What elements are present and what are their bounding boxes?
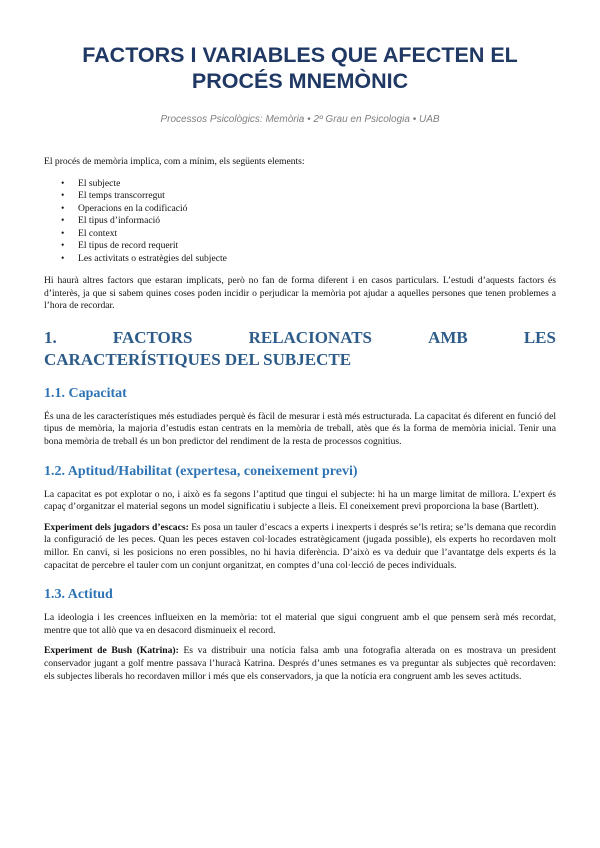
list-item: • El tipus d’informació	[61, 215, 161, 227]
bullet-icon: •	[61, 190, 65, 202]
list-item: • El tipus de record requerit	[61, 240, 179, 252]
bullet-icon: •	[61, 177, 65, 189]
chess-experiment-paragraph: Experiment dels jugadors d’escacs: Es posa un tauler d’escacs a experts i inexperts i després se’ls retira; se’ls demana que recordin la configuració de les peces. Quan les peces estaven col·locades estratègicament (jugada possible), els experts ho recordaven molt millor. En canvi, si les posicions no eren possibles, no hi havia diferència. D’això es va deduir que l’avantatge dels experts és la capacitat de percebre el tauler com un conjunt organitzat, en comptes d’una col·lecció de peces individuals.	[44, 521, 556, 571]
bullet-icon: •	[61, 202, 65, 214]
bush-experiment-paragraph: Experiment de Bush (Katrina): Es va distribuir una notícia falsa amb una fotografia alterada on es mostrava un president conservador jugant a golf mentre passava l’huracà Katrina. Després d’unes setmanes es va preguntar als subjectes què recordaven: els subjectes liberals ho recordaven millor i més que els conservadors, ja que la notícia era congruent amb les seves actituds.	[44, 645, 556, 682]
bullet-icon: •	[61, 215, 65, 227]
document-subtitle: Processos Psicològics: Memòria • 2º Grau en Psicologia • UAB	[160, 114, 440, 125]
list-item: • Operacions en la codificació	[61, 202, 188, 214]
list-item: • Les activitats o estratègies del subjecte	[61, 252, 227, 264]
section-1-3-heading: 1.3. Actitud	[44, 587, 113, 603]
bullet-icon: •	[61, 227, 65, 239]
list-item: • El temps transcorregut	[61, 190, 165, 202]
intro-paragraph: El procés de memòria implica, com a mínim, els següents elements:	[44, 156, 305, 167]
list-item: • El subjecte	[61, 177, 121, 189]
chess-experiment-label: Experiment dels jugadors d’escacs:	[44, 521, 189, 533]
section-1-heading: 1. FACTORS RELACIONATS AMB LES CARACTERÍSTIQUES DEL SUBJECTE	[44, 327, 556, 369]
section-1-2-heading: 1.2. Aptitud/Habilitat (expertesa, coneixement previ)	[44, 463, 358, 479]
section-1-1-heading: 1.1. Capacitat	[44, 385, 127, 401]
bullet-icon: •	[61, 240, 65, 252]
elements-list	[44, 178, 556, 266]
intro-closing-paragraph: Hi haurà altres factors que estaran implicats, però no fan de forma diferent i en casos particulars. L’estudi d’aquests factors és d’interès, ja que si sabem quines coses poden incidir o perjudicar la memòria pot ajudar a aquelles persones que tenen problemes a l’hora de recordar.	[44, 275, 556, 312]
bush-experiment-label: Experiment de Bush (Katrina):	[44, 645, 179, 657]
document-title: FACTORS I VARIABLES QUE AFECTEN EL PROCÉS MNEMÒNIC	[82, 43, 518, 93]
section-1-2-paragraph: La capacitat es pot explotar o no, i això es fa segons l’aptitud que tingui el subjecte: hi ha un marge limitat de millora. L’expert és capaç d’organitzar el material segons un model significatiu i subjecte a lleis. El coneixement previ proporciona la base (Bartlett).	[44, 488, 556, 513]
section-1-3-paragraph: La ideologia i les creences influeixen en la memòria: tot el material que sigui congruent amb el que pensem serà més recordat, mentre que tot allò que va en desacord disminueix el record.	[44, 612, 556, 636]
bullet-icon: •	[61, 252, 65, 264]
document-body	[44, 156, 556, 683]
section-1-1-paragraph: És una de les característiques més estudiades perquè és fàcil de mesurar i està més estructurada. La capacitat és diferent en funció del tipus de memòria, la majoria d’estudis estan centrats en la memòria de treball, atès que és la forma de memòria inicial. Tenir una bona memòria de treball és un bon predictor del rendiment de la resta de processos cognitius.	[44, 410, 556, 448]
list-item: • El context	[61, 227, 118, 239]
